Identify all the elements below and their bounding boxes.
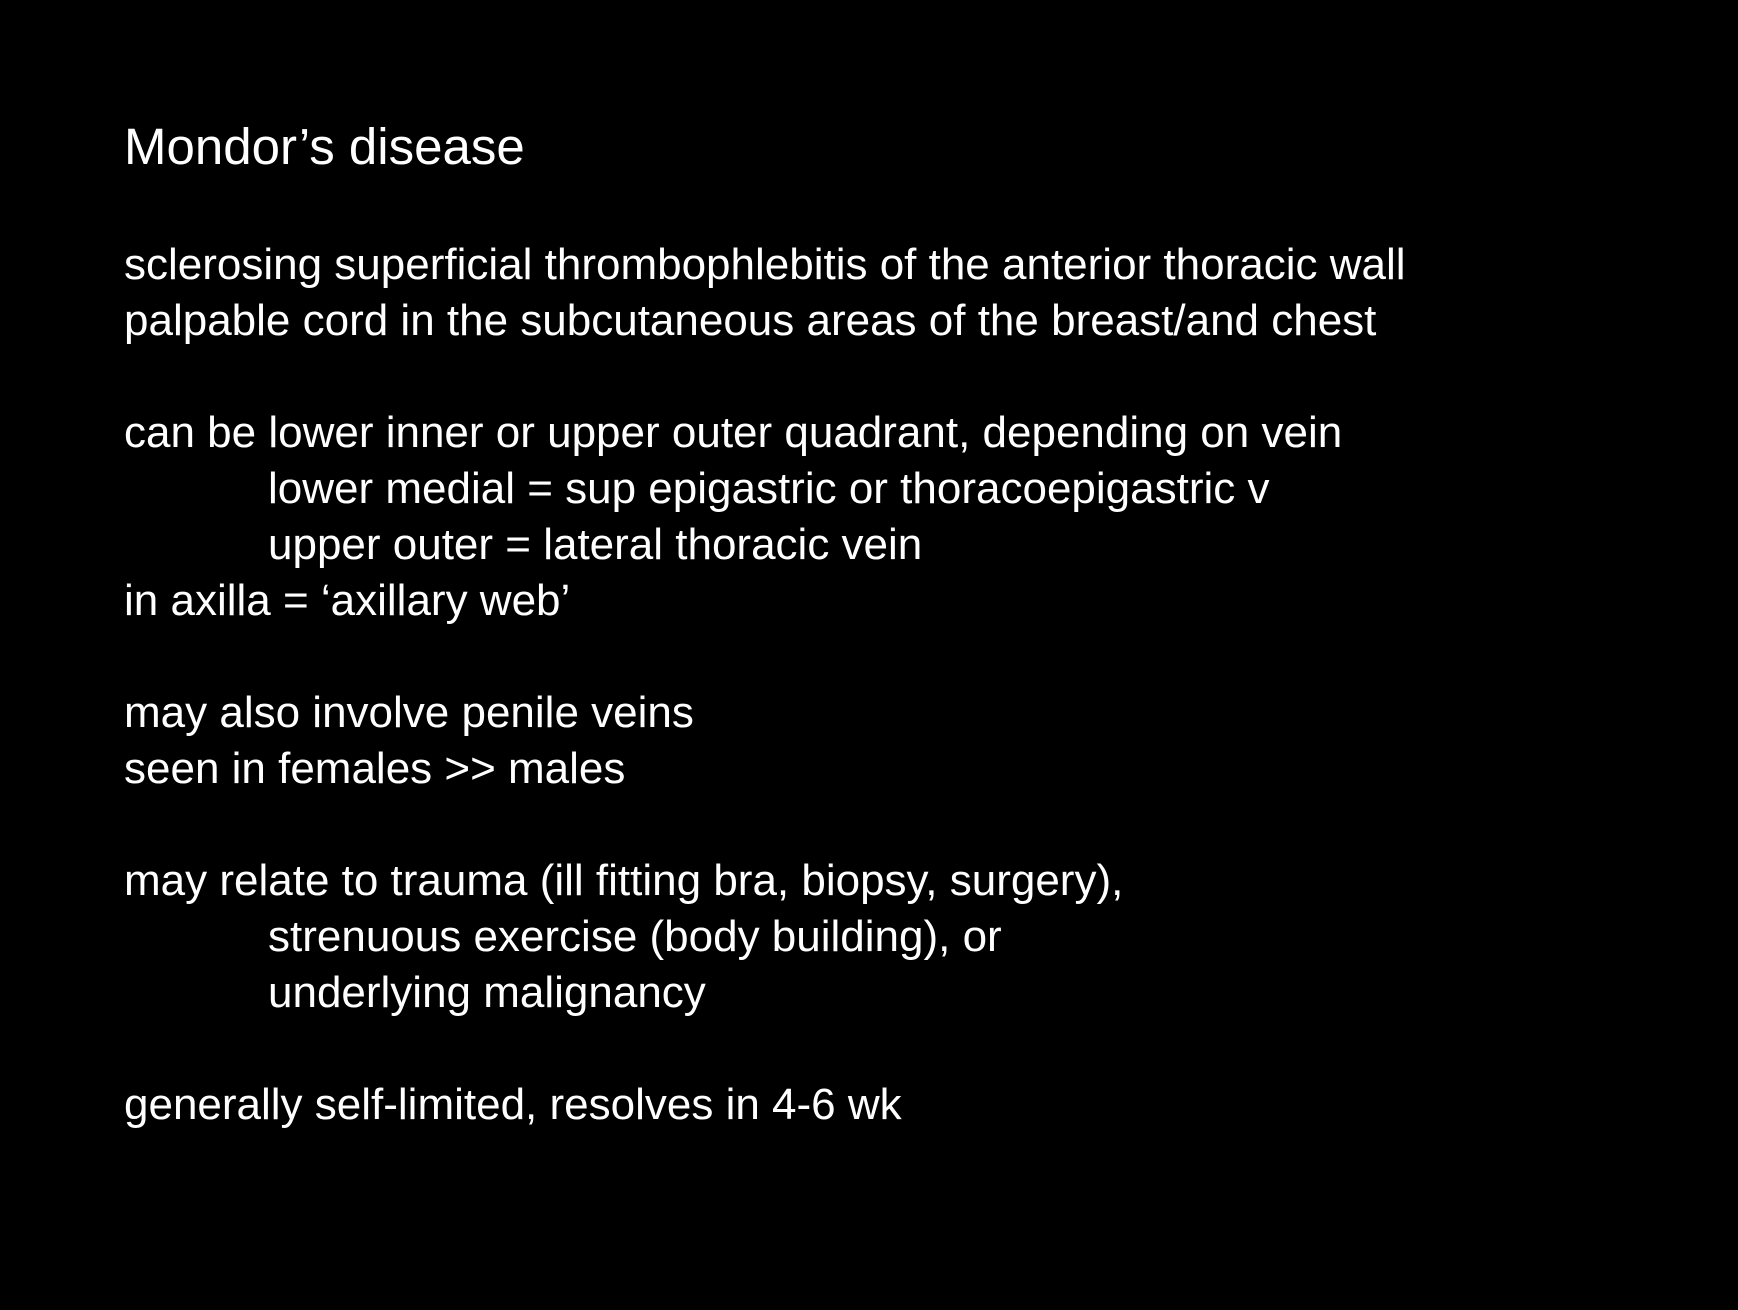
- text-line-exercise: strenuous exercise (body building), or: [268, 912, 1002, 961]
- text-line-lower-medial: lower medial = sup epigastric or thoracoepigastric v: [268, 464, 1270, 513]
- text-line-axilla: in axilla = ‘axillary web’: [124, 576, 571, 625]
- text-line-malignancy: underlying malignancy: [268, 968, 706, 1017]
- slide-title: Mondor’s disease: [124, 118, 525, 175]
- text-line-quadrant: can be lower inner or upper outer quadrant, depending on vein: [124, 408, 1343, 457]
- text-line-palpable-cord: palpable cord in the subcutaneous areas of the breast/and chest: [124, 296, 1377, 345]
- text-line-upper-outer: upper outer = lateral thoracic vein: [268, 520, 923, 569]
- text-line-self-limited: generally self-limited, resolves in 4-6 wk: [124, 1080, 902, 1129]
- text-line-trauma: may relate to trauma (ill fitting bra, biopsy, surgery),: [124, 856, 1124, 905]
- text-line-sex-ratio: seen in females >> males: [124, 744, 626, 793]
- text-line-definition: sclerosing superficial thrombophlebitis of the anterior thoracic wall: [124, 240, 1406, 289]
- text-line-penile-veins: may also involve penile veins: [124, 688, 694, 737]
